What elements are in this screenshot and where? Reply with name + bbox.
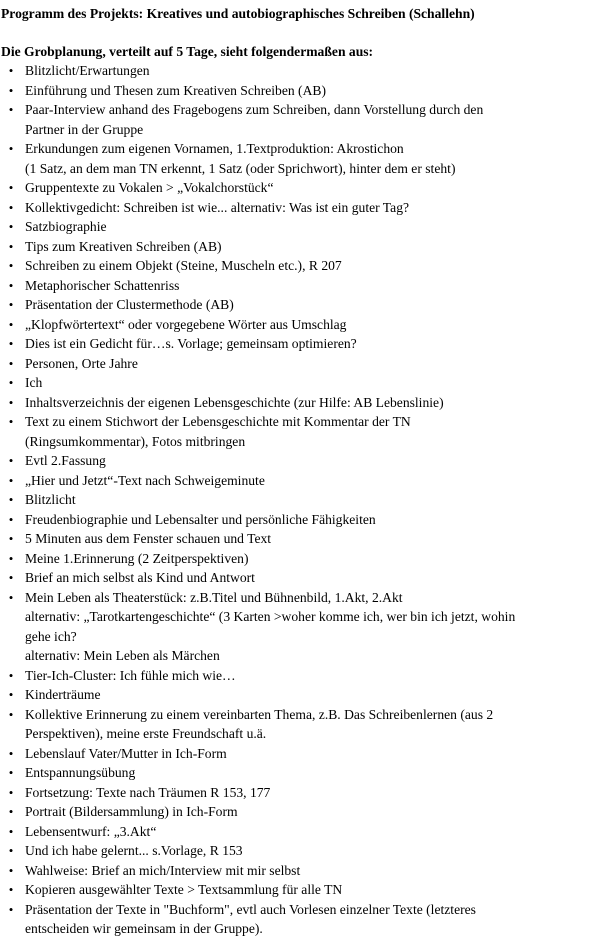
program-item <box>1 841 601 861</box>
program-item-text: Lebenslauf Vater/Mutter in Ich-Form <box>25 745 227 761</box>
program-item-text: (1 Satz, an dem man TN erkennt, 1 Satz (oder Sprichwort), hinter dem er steht) <box>25 160 456 176</box>
program-item <box>1 217 601 237</box>
program-item <box>1 763 601 783</box>
bullet-icon: • <box>8 804 14 819</box>
bullet-icon: • <box>8 589 14 605</box>
document-title: Programm des Projekts: Kreatives und autobiographisches Schreiben (Schallehn) <box>1 6 475 21</box>
bullet-icon: • <box>8 82 14 98</box>
program-item-text: entscheiden wir gemeinsam in der Gruppe). <box>25 921 263 936</box>
program-item-text: Mein Leben als Theaterstück: z.B.Titel und Bühnenbild, 1.Akt, 2.Akt <box>25 589 403 605</box>
program-item-text: Präsentation der Texte in "Buchform", evtl auch Vorlesen einzelner Texte (letzteres <box>25 901 476 917</box>
program-item <box>1 295 601 315</box>
program-item-text: Inhaltsverzeichnis der eigenen Lebensgeschichte (zur Hilfe: AB Lebenslinie) <box>25 394 444 410</box>
program-item <box>1 256 601 276</box>
program-item-text: Kinderträume <box>25 687 101 702</box>
bullet-icon: • <box>8 316 14 332</box>
bullet-icon: • <box>8 765 14 780</box>
program-item <box>1 237 601 257</box>
program-item-text: alternativ: „Tarotkartengeschichte“ (3 Karten >woher komme ich, wer bin ich jetzt, wohin <box>25 609 516 624</box>
bullet-icon: • <box>8 550 14 566</box>
program-item-text: Satzbiographie <box>25 219 107 234</box>
program-item <box>1 393 601 413</box>
bullet-icon: • <box>8 141 14 156</box>
program-item <box>1 471 601 491</box>
program-item <box>1 744 601 764</box>
bullet-icon: • <box>8 784 14 800</box>
bullet-icon: • <box>8 843 14 858</box>
program-item-text: Schreiben zu einem Objekt (Steine, Muscheln etc.), R 207 <box>25 258 342 273</box>
bullet-icon: • <box>8 570 14 585</box>
program-item <box>1 412 601 451</box>
bullet-icon: • <box>8 472 14 488</box>
program-item <box>1 666 601 686</box>
program-item-text: Erkundungen zum eigenen Vornamen, 1.Textproduktion: Akrostichon <box>25 141 404 156</box>
program-item-text: 5 Minuten aus dem Fenster schauen und Text <box>25 531 272 546</box>
program-item-text: Ich <box>25 375 43 390</box>
program-item <box>1 315 601 335</box>
program-item-text: (Ringsumkommentar), Fotos mitbringen <box>25 433 246 449</box>
bullet-icon: • <box>8 862 14 878</box>
program-item <box>1 276 601 296</box>
bullet-icon: • <box>8 297 14 312</box>
program-item <box>1 139 601 178</box>
program-item <box>1 880 601 900</box>
program-item-text: Dies ist ein Gedicht für…s. Vorlage; gemeinsam optimieren? <box>25 336 357 351</box>
program-item <box>1 900 601 939</box>
program-item <box>1 510 601 530</box>
program-item-text: Paar-Interview anhand des Fragebogens zum Schreiben, dann Vorstellung durch den <box>25 102 484 117</box>
program-item-text: gehe ich? <box>25 628 77 644</box>
program-item <box>1 568 601 588</box>
bullet-icon: • <box>8 258 14 273</box>
bullet-icon: • <box>8 180 14 195</box>
bullet-icon: • <box>8 355 14 371</box>
program-item-text: Portrait (Bildersammlung) in Ich-Form <box>25 804 238 819</box>
program-item-text: Fortsetzung: Texte nach Träumen R 153, 177 <box>25 784 271 800</box>
bullet-icon: • <box>8 63 14 78</box>
bullet-icon: • <box>8 238 14 254</box>
program-item-text: Entspannungsübung <box>25 765 136 780</box>
program-item-text: Brief an mich selbst als Kind und Antwort <box>25 570 255 585</box>
program-item-text: Partner in der Gruppe <box>25 121 144 137</box>
program-item-text: Freudenbiographie und Lebensalter und persönliche Fähigkeiten <box>25 511 376 527</box>
program-item <box>1 705 601 744</box>
program-list <box>1 61 601 939</box>
program-item-text: Lebensentwurf: „3.Akt“ <box>25 823 157 839</box>
bullet-icon: • <box>8 453 14 468</box>
bullet-icon: • <box>8 901 14 917</box>
program-item-text: Kopieren ausgewählter Texte > Textsammlung für alle TN <box>25 882 343 897</box>
bullet-icon: • <box>8 687 14 702</box>
program-item-text: Einführung und Thesen zum Kreativen Schreiben (AB) <box>25 82 326 98</box>
program-item <box>1 451 601 471</box>
program-item <box>1 198 601 218</box>
program-item <box>1 529 601 549</box>
program-item-text: Kollektive Erinnerung zu einem vereinbarten Thema, z.B. Das Schreibenlernen (aus 2 <box>25 706 494 722</box>
bullet-icon: • <box>8 667 14 683</box>
bullet-icon: • <box>8 882 14 897</box>
bullet-icon: • <box>8 102 14 117</box>
bullet-icon: • <box>8 219 14 234</box>
program-item <box>1 100 601 139</box>
program-item <box>1 685 601 705</box>
program-item-text: Kollektivgedicht: Schreiben ist wie... alternativ: Was ist ein guter Tag? <box>25 199 410 215</box>
program-item-text: Gruppentexte zu Vokalen > „Vokalchorstück“ <box>25 180 274 195</box>
bullet-icon: • <box>8 531 14 546</box>
program-item <box>1 802 601 822</box>
program-item-text: Und ich habe gelernt... s.Vorlage, R 153 <box>25 843 243 858</box>
program-item-text: Präsentation der Clustermethode (AB) <box>25 297 234 312</box>
planning-subheading: Die Grobplanung, verteilt auf 5 Tage, sieht folgendermaßen aus: <box>1 44 374 59</box>
program-item <box>1 490 601 510</box>
program-item-text: Blitzlicht/Erwartungen <box>25 63 150 78</box>
program-item <box>1 178 601 198</box>
program-item-text: „Klopfwörtertext“ oder vorgegebene Wörter aus Umschlag <box>25 316 347 332</box>
program-item-text: Metaphorischer Schattenriss <box>25 277 180 293</box>
program-item <box>1 373 601 393</box>
program-item-text: „Hier und Jetzt“-Text nach Schweigeminute <box>25 472 265 488</box>
program-item <box>1 861 601 881</box>
program-item-text: Evtl 2.Fassung <box>25 453 106 468</box>
bullet-icon: • <box>8 706 14 722</box>
bullet-icon: • <box>8 414 14 429</box>
program-item <box>1 354 601 374</box>
blank-line <box>1 23 601 42</box>
bullet-icon: • <box>8 823 14 839</box>
program-item <box>1 588 601 666</box>
program-item <box>1 61 601 81</box>
program-item-text: Wahlweise: Brief an mich/Interview mit mir selbst <box>25 862 301 878</box>
program-item <box>1 334 601 354</box>
program-item-text: alternativ: Mein Leben als Märchen <box>25 648 220 663</box>
bullet-icon: • <box>8 375 14 390</box>
bullet-icon: • <box>8 394 14 410</box>
program-item-text: Tier-Ich-Cluster: Ich fühle mich wie… <box>25 667 236 683</box>
bullet-icon: • <box>8 492 14 507</box>
bullet-icon: • <box>8 745 14 761</box>
program-item <box>1 549 601 569</box>
program-item <box>1 822 601 842</box>
program-item-text: Blitzlicht <box>25 492 76 507</box>
bullet-icon: • <box>8 336 14 351</box>
program-item-text: Perspektiven), meine erste Freundschaft u.ä. <box>25 726 267 741</box>
program-item-text: Personen, Orte Jahre <box>25 355 138 371</box>
bullet-icon: • <box>8 277 14 293</box>
bullet-icon: • <box>8 511 14 527</box>
program-item-text: Text zu einem Stichwort der Lebensgeschichte mit Kommentar der TN <box>25 414 411 429</box>
bullet-icon: • <box>8 199 14 215</box>
program-item-text: Tips zum Kreativen Schreiben (AB) <box>25 238 222 254</box>
program-item <box>1 81 601 101</box>
program-item-text: Meine 1.Erinnerung (2 Zeitperspektiven) <box>25 550 249 566</box>
program-item <box>1 783 601 803</box>
